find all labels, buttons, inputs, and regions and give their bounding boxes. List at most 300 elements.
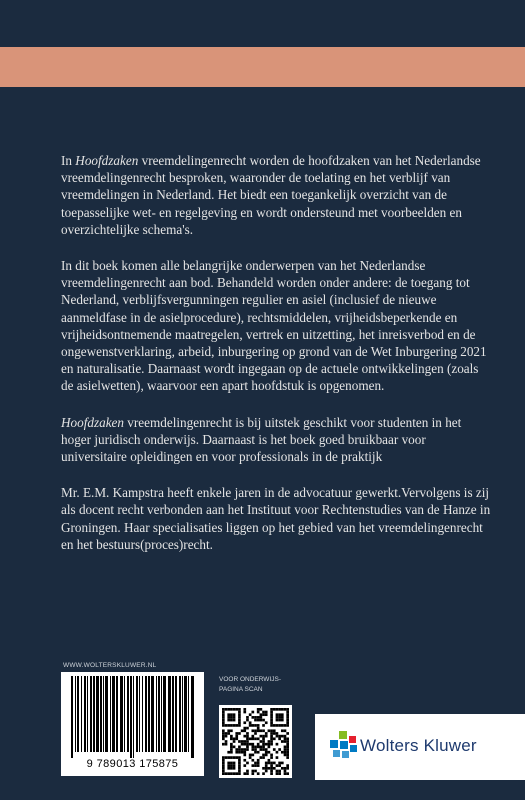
qr-module bbox=[233, 737, 236, 740]
qr-module bbox=[254, 732, 257, 735]
qr-module bbox=[284, 708, 287, 711]
qr-module bbox=[251, 748, 254, 751]
qr-module bbox=[273, 724, 276, 727]
qr-module bbox=[227, 713, 230, 716]
qr-module bbox=[230, 716, 233, 719]
qr-module bbox=[262, 711, 265, 714]
qr-module bbox=[235, 748, 238, 751]
qr-module bbox=[222, 764, 225, 767]
qr-module bbox=[257, 751, 260, 754]
qr-module bbox=[257, 708, 260, 711]
qr-module bbox=[278, 735, 281, 738]
qr-module bbox=[230, 719, 233, 722]
barcode-bar bbox=[127, 676, 129, 752]
qr-module bbox=[254, 746, 257, 749]
qr-module bbox=[233, 772, 236, 775]
qr-module bbox=[235, 735, 238, 738]
qr-module bbox=[243, 759, 246, 762]
qr-module bbox=[254, 762, 257, 765]
qr-module bbox=[265, 762, 268, 765]
qr-module bbox=[251, 724, 254, 727]
barcode-bar bbox=[163, 676, 166, 752]
qr-module bbox=[241, 743, 244, 746]
barcode-bar bbox=[105, 676, 108, 752]
qr-module bbox=[251, 770, 254, 773]
qr-module bbox=[286, 754, 289, 757]
qr-module bbox=[246, 740, 249, 743]
qr-module bbox=[284, 751, 287, 754]
qr-module bbox=[276, 770, 279, 773]
qr-module bbox=[225, 732, 228, 735]
qr-module bbox=[230, 713, 233, 716]
qr-module bbox=[233, 708, 236, 711]
barcode-bar bbox=[168, 676, 171, 752]
qr-module bbox=[281, 729, 284, 732]
qr-module bbox=[225, 740, 228, 743]
qr-module bbox=[265, 721, 268, 724]
qr-module bbox=[284, 767, 287, 770]
qr-module bbox=[262, 767, 265, 770]
qr-module bbox=[238, 772, 241, 775]
qr-module bbox=[238, 740, 241, 743]
blurb-paragraph-2: In dit boek komen alle belangrijke onderwerpen van het Nederlandse vreemdelingenrecht aan bod. Behandeld worden onder andere: de toegang tot Nederland, verblijfsvergunningen regulier en asiel (inclusief de nieuwe aanmeldfase in de asielprocedure), rechtsmiddelen, vrijheidsbeperkende en vrijheidsontnemende maatregelen, vertrek en uitzetting, het inreisverbod en de ongewenstverklaring, arbeid, inburgering op grond van de Wet Inburgering 2021 en naturalisatie. Daarnaast wordt ingegaan op de actuele ontwikkelingen (zoals de asielwetten), waarvoor een apart hoofdstuk is opgenomen. bbox=[61, 258, 487, 394]
qr-module bbox=[278, 772, 281, 775]
barcode-bar bbox=[151, 676, 154, 752]
qr-module bbox=[270, 729, 273, 732]
qr-module bbox=[222, 719, 225, 722]
qr-module bbox=[262, 740, 265, 743]
qr-module bbox=[257, 711, 260, 714]
scan-label: VOOR ONDERWIJS- PAGINA SCAN bbox=[219, 676, 281, 693]
qr-module bbox=[238, 711, 241, 714]
qr-module bbox=[281, 719, 284, 722]
qr-module bbox=[249, 743, 252, 746]
qr-module bbox=[260, 748, 263, 751]
qr-module bbox=[249, 756, 252, 759]
qr-module bbox=[260, 756, 263, 759]
qr-module bbox=[268, 743, 271, 746]
isbn-barcode bbox=[61, 672, 204, 776]
qr-module bbox=[268, 759, 271, 762]
barcode-bar bbox=[184, 676, 187, 752]
barcode-bar bbox=[191, 676, 194, 758]
qr-module bbox=[262, 756, 265, 759]
qr-module bbox=[257, 729, 260, 732]
qr-module bbox=[243, 772, 246, 775]
qr-module bbox=[286, 724, 289, 727]
qr-module bbox=[249, 713, 252, 716]
qr-module bbox=[284, 737, 287, 740]
qr-module bbox=[257, 743, 260, 746]
qr-module bbox=[230, 724, 233, 727]
qr-module bbox=[246, 743, 249, 746]
author-bio: Mr. E.M. Kampstra heeft enkele jaren in de advocatuur gewerkt.Vervolgens is zij als docent recht verbonden aan het Instituut voor Rechtenstudies van de Hanze in Groningen. Haar specialisaties liggen op het gebied van het vreemdelingenrecht en het bestuurs(proces)recht. bbox=[61, 485, 491, 552]
qr-module bbox=[243, 708, 246, 711]
qr-module bbox=[257, 762, 260, 765]
publisher-name: Wolters Kluwer bbox=[360, 736, 477, 755]
barcode-bar bbox=[145, 676, 147, 752]
qr-module bbox=[251, 746, 254, 749]
qr-code bbox=[219, 705, 292, 778]
title-emphasis: Hoofdzaken bbox=[61, 414, 124, 430]
qr-module bbox=[260, 746, 263, 749]
qr-module bbox=[222, 762, 225, 765]
qr-module bbox=[246, 772, 249, 775]
qr-module bbox=[227, 767, 230, 770]
qr-module bbox=[278, 748, 281, 751]
qr-module bbox=[227, 732, 230, 735]
qr-module bbox=[270, 713, 273, 716]
qr-module bbox=[235, 724, 238, 727]
barcode-bar bbox=[148, 676, 150, 752]
qr-module bbox=[251, 743, 254, 746]
qr-module bbox=[286, 719, 289, 722]
qr-module bbox=[284, 754, 287, 757]
qr-module bbox=[260, 719, 263, 722]
qr-module bbox=[278, 762, 281, 765]
qr-module bbox=[286, 748, 289, 751]
qr-module bbox=[227, 719, 230, 722]
qr-module bbox=[246, 748, 249, 751]
qr-module bbox=[260, 716, 263, 719]
qr-module bbox=[246, 735, 249, 738]
qr-module bbox=[284, 770, 287, 773]
qr-module bbox=[222, 772, 225, 775]
qr-module bbox=[249, 737, 252, 740]
qr-module bbox=[222, 735, 225, 738]
barcode-bar bbox=[120, 676, 123, 752]
qr-module bbox=[286, 751, 289, 754]
barcode-bar bbox=[175, 676, 177, 752]
qr-module bbox=[270, 743, 273, 746]
qr-module bbox=[238, 721, 241, 724]
qr-module bbox=[286, 711, 289, 714]
qr-module bbox=[262, 719, 265, 722]
qr-module bbox=[276, 732, 279, 735]
qr-module bbox=[251, 759, 254, 762]
qr-module bbox=[286, 746, 289, 749]
qr-module bbox=[243, 748, 246, 751]
qr-module bbox=[238, 764, 241, 767]
qr-module bbox=[286, 732, 289, 735]
qr-module bbox=[268, 729, 271, 732]
qr-module bbox=[265, 735, 268, 738]
qr-module bbox=[233, 724, 236, 727]
qr-module bbox=[246, 762, 249, 765]
qr-module bbox=[254, 748, 257, 751]
qr-module bbox=[270, 740, 273, 743]
qr-module bbox=[251, 711, 254, 714]
qr-module bbox=[270, 732, 273, 735]
qr-module bbox=[286, 721, 289, 724]
qr-module bbox=[278, 764, 281, 767]
qr-module bbox=[284, 740, 287, 743]
qr-module bbox=[286, 756, 289, 759]
qr-module bbox=[281, 713, 284, 716]
qr-module bbox=[286, 740, 289, 743]
publisher-website: WWW.WOLTERSKLUWER.NL bbox=[63, 662, 157, 669]
qr-module bbox=[251, 772, 254, 775]
qr-module bbox=[270, 724, 273, 727]
qr-module bbox=[273, 729, 276, 732]
qr-module bbox=[286, 737, 289, 740]
qr-module bbox=[270, 735, 273, 738]
barcode-bar bbox=[110, 676, 111, 752]
qr-module bbox=[238, 762, 241, 765]
qr-module bbox=[254, 764, 257, 767]
qr-module bbox=[273, 732, 276, 735]
qr-module bbox=[243, 727, 246, 730]
qr-module bbox=[270, 719, 273, 722]
qr-module bbox=[270, 708, 273, 711]
qr-module bbox=[251, 735, 254, 738]
qr-module bbox=[235, 751, 238, 754]
qr-module bbox=[276, 772, 279, 775]
qr-module bbox=[270, 756, 273, 759]
qr-module bbox=[281, 751, 284, 754]
qr-module bbox=[230, 756, 233, 759]
qr-module bbox=[251, 754, 254, 757]
qr-module bbox=[276, 751, 279, 754]
qr-module bbox=[286, 716, 289, 719]
publisher-logo bbox=[315, 714, 525, 780]
qr-module bbox=[222, 767, 225, 770]
qr-module bbox=[249, 724, 252, 727]
qr-module bbox=[276, 716, 279, 719]
qr-module bbox=[257, 759, 260, 762]
qr-module bbox=[238, 767, 241, 770]
qr-module bbox=[222, 711, 225, 714]
qr-module bbox=[278, 719, 281, 722]
wolters-kluwer-logo-icon bbox=[330, 731, 358, 759]
qr-module bbox=[281, 708, 284, 711]
qr-module bbox=[257, 746, 260, 749]
qr-module bbox=[276, 756, 279, 759]
qr-module bbox=[222, 756, 225, 759]
qr-module bbox=[227, 724, 230, 727]
qr-module bbox=[286, 764, 289, 767]
qr-module bbox=[227, 762, 230, 765]
qr-module bbox=[222, 724, 225, 727]
barcode-bar bbox=[112, 676, 115, 752]
qr-module bbox=[233, 746, 236, 749]
qr-module bbox=[286, 713, 289, 716]
qr-module bbox=[281, 724, 284, 727]
qr-module bbox=[230, 708, 233, 711]
qr-module bbox=[254, 729, 257, 732]
qr-module bbox=[260, 713, 263, 716]
qr-module bbox=[273, 737, 276, 740]
qr-module bbox=[238, 732, 241, 735]
qr-module bbox=[235, 708, 238, 711]
qr-module bbox=[233, 719, 236, 722]
qr-module bbox=[230, 743, 233, 746]
qr-module bbox=[243, 721, 246, 724]
barcode-bar bbox=[130, 676, 132, 758]
qr-module bbox=[281, 762, 284, 765]
qr-module bbox=[254, 751, 257, 754]
barcode-bar bbox=[75, 676, 76, 752]
qr-module bbox=[278, 716, 281, 719]
qr-module bbox=[281, 740, 284, 743]
qr-module bbox=[268, 767, 271, 770]
barcode-bar bbox=[81, 676, 82, 752]
accent-stripe bbox=[0, 47, 525, 87]
qr-module bbox=[284, 746, 287, 749]
qr-module bbox=[273, 748, 276, 751]
qr-module bbox=[243, 735, 246, 738]
qr-module bbox=[284, 735, 287, 738]
qr-module bbox=[235, 737, 238, 740]
qr-module bbox=[278, 713, 281, 716]
qr-module bbox=[286, 708, 289, 711]
barcode-bar bbox=[188, 676, 189, 752]
qr-module bbox=[222, 743, 225, 746]
barcode-bar bbox=[96, 676, 99, 752]
qr-module bbox=[233, 764, 236, 767]
qr-module bbox=[243, 729, 246, 732]
qr-module bbox=[265, 713, 268, 716]
qr-module bbox=[230, 737, 233, 740]
qr-module bbox=[276, 719, 279, 722]
qr-module bbox=[260, 735, 263, 738]
qr-module bbox=[222, 721, 225, 724]
qr-module bbox=[257, 737, 260, 740]
qr-module bbox=[243, 711, 246, 714]
qr-module bbox=[262, 737, 265, 740]
qr-module bbox=[233, 740, 236, 743]
qr-module bbox=[281, 735, 284, 738]
qr-module bbox=[265, 764, 268, 767]
barcode-bar bbox=[100, 676, 102, 752]
qr-module bbox=[235, 732, 238, 735]
qr-module bbox=[230, 729, 233, 732]
qr-module bbox=[246, 719, 249, 722]
qr-module bbox=[254, 716, 257, 719]
qr-module bbox=[225, 756, 228, 759]
qr-module bbox=[286, 772, 289, 775]
qr-module bbox=[246, 770, 249, 773]
qr-module bbox=[265, 767, 268, 770]
qr-module bbox=[265, 711, 268, 714]
qr-module bbox=[238, 748, 241, 751]
qr-module bbox=[227, 751, 230, 754]
qr-module bbox=[227, 708, 230, 711]
qr-module bbox=[233, 713, 236, 716]
qr-module bbox=[227, 756, 230, 759]
qr-module bbox=[222, 732, 225, 735]
barcode-bar bbox=[139, 676, 140, 752]
qr-module bbox=[243, 754, 246, 757]
barcode-bar bbox=[142, 676, 143, 752]
barcode-bar bbox=[71, 676, 73, 758]
qr-module bbox=[233, 767, 236, 770]
qr-module bbox=[270, 762, 273, 765]
qr-module bbox=[278, 708, 281, 711]
qr-module bbox=[276, 713, 279, 716]
qr-module bbox=[270, 737, 273, 740]
barcode-bar bbox=[161, 676, 162, 752]
qr-module bbox=[227, 716, 230, 719]
qr-module bbox=[278, 770, 281, 773]
qr-module bbox=[230, 748, 233, 751]
qr-module bbox=[246, 732, 249, 735]
qr-module bbox=[276, 743, 279, 746]
qr-module bbox=[241, 748, 244, 751]
barcode-bar bbox=[182, 676, 183, 752]
qr-module bbox=[257, 764, 260, 767]
qr-module bbox=[262, 748, 265, 751]
qr-module bbox=[257, 716, 260, 719]
qr-module bbox=[268, 746, 271, 749]
barcode-bar bbox=[90, 676, 92, 752]
qr-module bbox=[262, 729, 265, 732]
qr-module bbox=[270, 772, 273, 775]
qr-module bbox=[260, 729, 263, 732]
barcode-bar bbox=[179, 676, 181, 752]
qr-module bbox=[262, 772, 265, 775]
qr-module bbox=[238, 713, 241, 716]
qr-module bbox=[222, 770, 225, 773]
qr-module bbox=[262, 754, 265, 757]
title-emphasis: Hoofdzaken bbox=[75, 153, 139, 168]
barcode-bar bbox=[124, 676, 125, 752]
qr-module bbox=[270, 716, 273, 719]
qr-module bbox=[251, 764, 254, 767]
qr-module bbox=[276, 724, 279, 727]
qr-module bbox=[230, 764, 233, 767]
qr-module bbox=[230, 762, 233, 765]
qr-module bbox=[241, 729, 244, 732]
qr-module bbox=[230, 735, 233, 738]
qr-module bbox=[246, 746, 249, 749]
qr-module bbox=[284, 724, 287, 727]
qr-module bbox=[281, 767, 284, 770]
qr-module bbox=[246, 737, 249, 740]
qr-module bbox=[262, 735, 265, 738]
qr-module bbox=[249, 721, 252, 724]
qr-module bbox=[284, 729, 287, 732]
qr-module bbox=[238, 724, 241, 727]
qr-module bbox=[233, 716, 236, 719]
qr-module bbox=[238, 770, 241, 773]
qr-module bbox=[260, 708, 263, 711]
blurb-paragraph-1: In Hoofdzaken vreemdelingenrecht worden de hoofdzaken van het Nederlandse vreemdelingenrecht besproken, waaronder de toelating en het verblijf van vreemdelingen in Nederland. Het biedt een toegankelijk overzicht van de toepasselijke wet- en regelgeving en wordt ondersteund met voorbeelden en overzichtelijke schema's. bbox=[61, 153, 481, 237]
barcode-bar bbox=[84, 676, 86, 752]
qr-module bbox=[273, 767, 276, 770]
qr-module bbox=[251, 737, 254, 740]
qr-module bbox=[222, 759, 225, 762]
blurb-text bbox=[61, 152, 493, 572]
qr-module bbox=[225, 708, 228, 711]
barcode-bar bbox=[93, 676, 95, 752]
qr-module bbox=[222, 716, 225, 719]
barcode-bar bbox=[77, 676, 79, 752]
qr-module bbox=[265, 743, 268, 746]
qr-module bbox=[235, 772, 238, 775]
qr-module bbox=[227, 729, 230, 732]
qr-module bbox=[251, 729, 254, 732]
qr-module bbox=[238, 719, 241, 722]
qr-module bbox=[265, 754, 268, 757]
qr-module bbox=[257, 724, 260, 727]
qr-module bbox=[238, 746, 241, 749]
qr-module bbox=[233, 762, 236, 765]
qr-module bbox=[276, 708, 279, 711]
qr-module bbox=[233, 756, 236, 759]
qr-module bbox=[265, 751, 268, 754]
barcode-bar bbox=[136, 676, 138, 752]
